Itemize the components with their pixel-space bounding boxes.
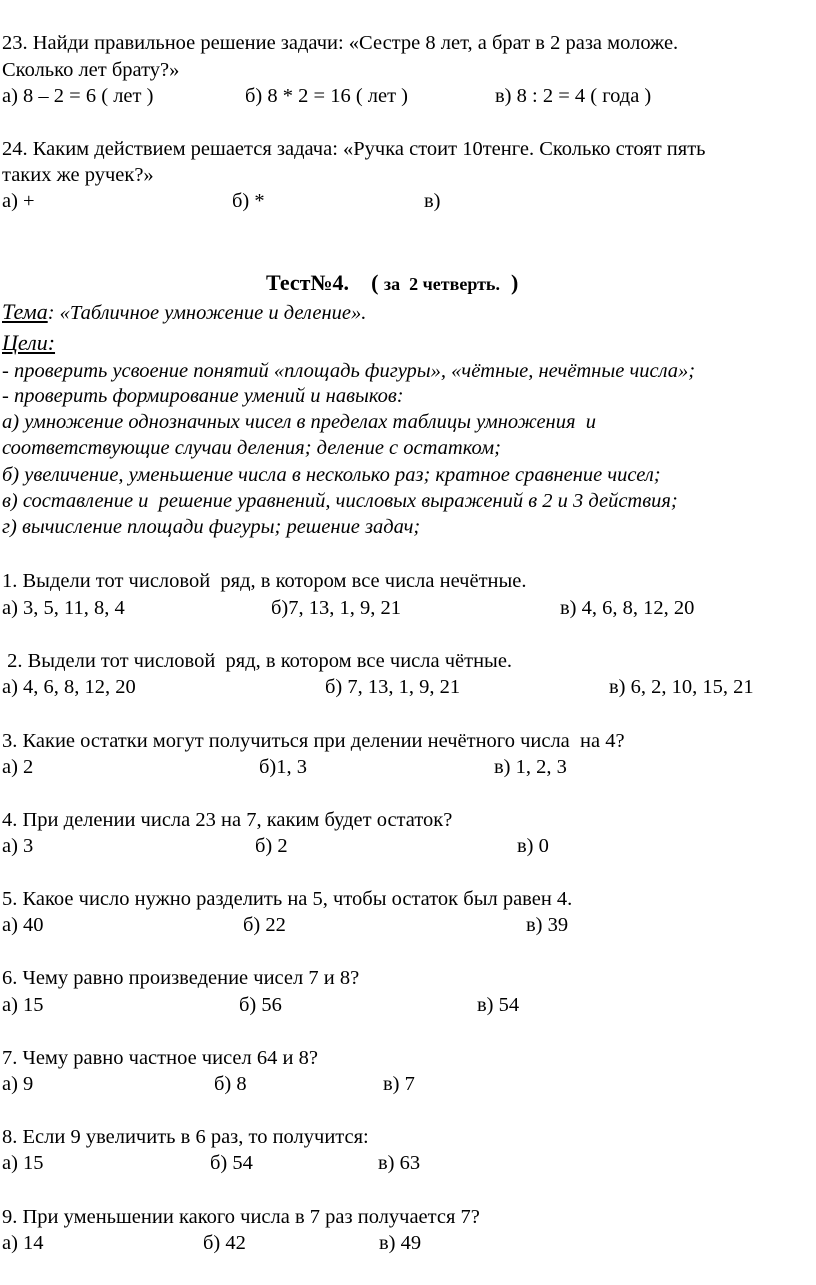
q24-option-c: в) <box>424 190 441 212</box>
topic-label: Тема <box>2 299 48 324</box>
question-text: 9. При уменьшении какого числа в 7 раз получается 7? <box>2 1206 480 1228</box>
q24-option-b: б) * <box>232 190 265 212</box>
question-option-c: в) 49 <box>379 1232 422 1254</box>
q23-option-c: в) 8 : 2 = 4 ( года ) <box>495 85 652 107</box>
question-option-b: б) 22 <box>243 914 286 936</box>
question-text: 4. При делении числа 23 на 7, каким будет остаток? <box>2 809 453 831</box>
test-quarter: за 2 четверть. <box>383 274 500 294</box>
question-text: 7. Чему равно частное чисел 64 и 8? <box>2 1047 318 1069</box>
question-option-b: б) 7, 13, 1, 9, 21 <box>325 676 461 698</box>
question-option-c: в) 4, 6, 8, 12, 20 <box>560 597 695 619</box>
question-option-b: б)7, 13, 1, 9, 21 <box>271 597 402 619</box>
goal-line: соответствующие случаи деления; деление с остатком; <box>2 437 501 459</box>
subtitle-paren-open: ( <box>371 270 379 295</box>
question-option-b: б)1, 3 <box>259 756 308 778</box>
goal-line: - проверить формирование умений и навыков: <box>2 385 404 407</box>
question-text: 1. Выдели тот числовой ряд, в котором все числа нечётные. <box>2 570 527 592</box>
goal-line: г) вычисление площади фигуры; решение задач; <box>2 516 421 538</box>
topic-line <box>2 300 366 325</box>
q24-text-line1: 24. Каким действием решается задача: «Ручка стоит 10тенге. Сколько стоят пять <box>2 138 706 160</box>
question-option-a: а) 40 <box>2 914 44 936</box>
question-option-a: а) 2 <box>2 756 34 778</box>
question-option-a: а) 3, 5, 11, 8, 4 <box>2 597 125 619</box>
question-option-b: б) 54 <box>210 1152 253 1174</box>
question-text: 6. Чему равно произведение чисел 7 и 8? <box>2 967 360 989</box>
question-option-a: а) 15 <box>2 994 44 1016</box>
test-title <box>266 270 518 297</box>
topic-text: : «Табличное умножение и деление». <box>47 302 367 324</box>
question-option-c: в) 1, 2, 3 <box>494 756 567 778</box>
goal-line: в) составление и решение уравнений, числовых выражений в 2 и 3 действия; <box>2 490 678 512</box>
question-option-a: а) 14 <box>2 1232 44 1254</box>
goal-line: - проверить усвоение понятий «площадь фигуры», «чётные, нечётные числа»; <box>2 360 696 382</box>
q23-option-a: а) 8 – 2 = 6 ( лет ) <box>2 85 154 107</box>
q23-text-line2: Сколько лет брату?» <box>2 59 180 81</box>
goal-line: б) увеличение, уменьшение числа в несколько раз; кратное сравнение чисел; <box>2 464 661 486</box>
q23-option-b: б) 8 * 2 = 16 ( лет ) <box>245 85 409 107</box>
question-option-c: в) 54 <box>477 994 520 1016</box>
question-option-a: а) 15 <box>2 1152 44 1174</box>
question-option-a: а) 4, 6, 8, 12, 20 <box>2 676 136 698</box>
question-option-c: в) 0 <box>517 835 549 857</box>
question-text: 3. Какие остатки могут получиться при делении нечётного числа на 4? <box>2 730 625 752</box>
question-option-b: б) 2 <box>255 835 288 857</box>
goals-label: Цели: <box>2 330 56 355</box>
question-option-c: в) 63 <box>378 1152 421 1174</box>
q23-text-line1: 23. Найди правильное решение задачи: «Сестре 8 лет, а брат в 2 раза моложе. <box>2 32 679 54</box>
q24-text-line2: таких же ручек?» <box>2 164 154 186</box>
question-text: 8. Если 9 увеличить в 6 раз, то получится: <box>2 1126 369 1148</box>
question-text: 5. Какое число нужно разделить на 5, чтобы остаток был равен 4. <box>2 888 573 910</box>
subtitle-paren-close: ) <box>510 270 519 295</box>
q24-option-a: а) + <box>2 190 35 212</box>
question-text: 2. Выдели тот числовой ряд, в котором все числа чётные. <box>2 650 513 672</box>
question-option-b: б) 8 <box>214 1073 247 1095</box>
question-option-c: в) 7 <box>383 1073 415 1095</box>
question-option-a: а) 9 <box>2 1073 34 1095</box>
question-option-c: в) 6, 2, 10, 15, 21 <box>609 676 754 698</box>
goal-line: а) умножение однозначных чисел в пределах таблицы умножения и <box>2 411 596 433</box>
question-option-a: а) 3 <box>2 835 34 857</box>
test-title-main: Тест№4. <box>266 270 350 295</box>
question-option-b: б) 42 <box>203 1232 246 1254</box>
question-option-c: в) 39 <box>526 914 569 936</box>
question-option-b: б) 56 <box>239 994 282 1016</box>
goals-label-line <box>2 331 55 356</box>
